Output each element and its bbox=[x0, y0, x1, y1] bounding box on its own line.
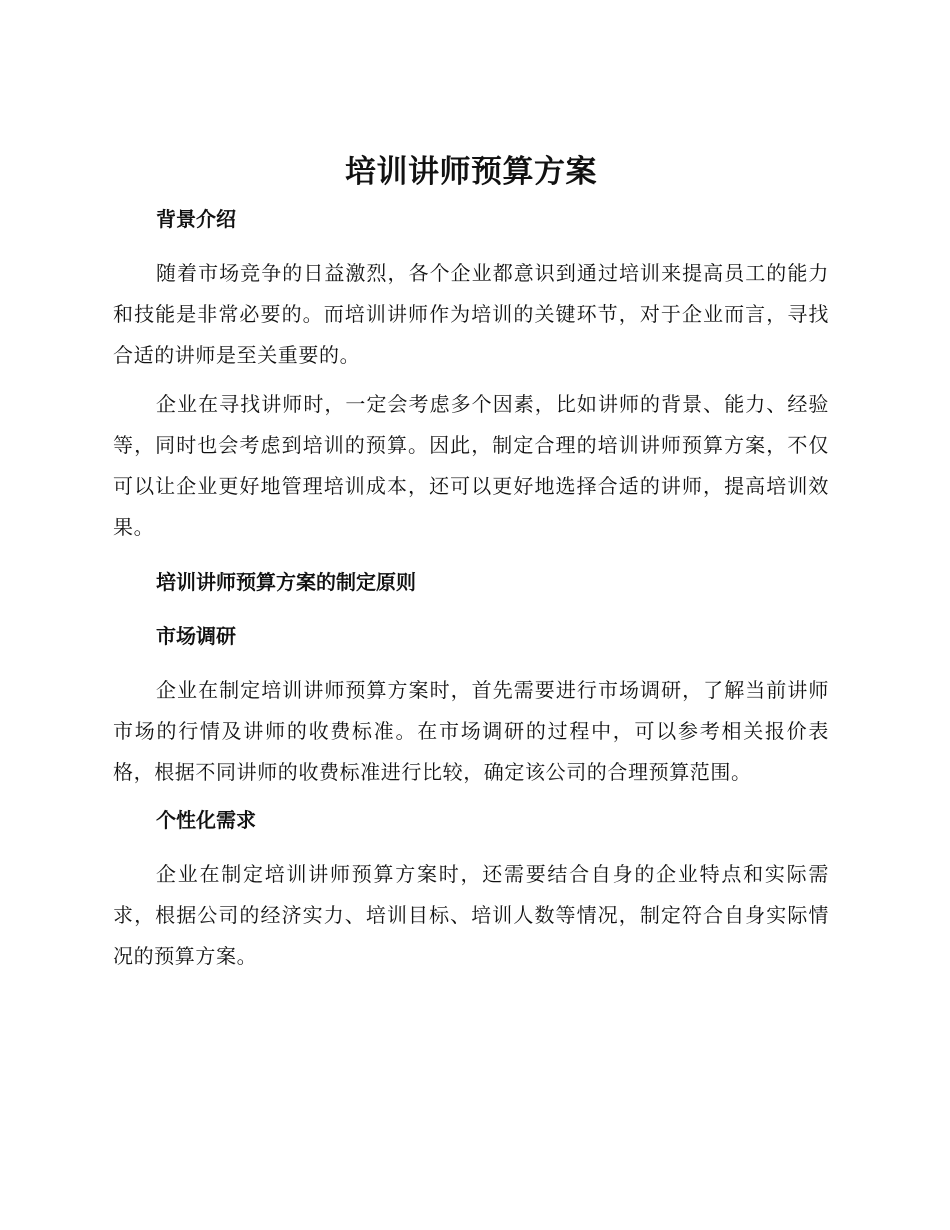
subsection-heading-market-research: 市场调研 bbox=[156, 624, 236, 648]
section-heading-principles: 培训讲师预算方案的制定原则 bbox=[156, 570, 416, 594]
paragraph: 随着市场竞争的日益激烈，各个企业都意识到通过培训来提高员工的能力和技能是非常必要的。而培训讲师作为培训的关键环节，对于企业而言，寻找合适的讲师是至关重要的。 bbox=[113, 261, 829, 367]
paragraph: 企业在制定培训讲师预算方案时，还需要结合自身的企业特点和实际需求，根据公司的经济实力、培训目标、培训人数等情况，制定符合自身实际情况的预算方案。 bbox=[113, 862, 829, 968]
document-body bbox=[113, 148, 829, 977]
document-title: 培训讲师预算方案 bbox=[345, 154, 597, 190]
paragraph: 企业在制定培训讲师预算方案时，首先需要进行市场调研，了解当前讲师市场的行情及讲师的收费标准。在市场调研的过程中，可以参考相关报价表格，根据不同讲师的收费标准进行比较，确定该公司的合理预算范围。 bbox=[113, 678, 829, 784]
paragraph: 企业在寻找讲师时，一定会考虑多个因素，比如讲师的背景、能力、经验等，同时也会考虑到培训的预算。因此，制定合理的培训讲师预算方案，不仅可以让企业更好地管理培训成本，还可以更好地选择合适的讲师，提高培训效果。 bbox=[113, 392, 829, 539]
subsection-heading-personalized-needs: 个性化需求 bbox=[156, 808, 256, 832]
section-heading-background: 背景介绍 bbox=[156, 207, 236, 231]
